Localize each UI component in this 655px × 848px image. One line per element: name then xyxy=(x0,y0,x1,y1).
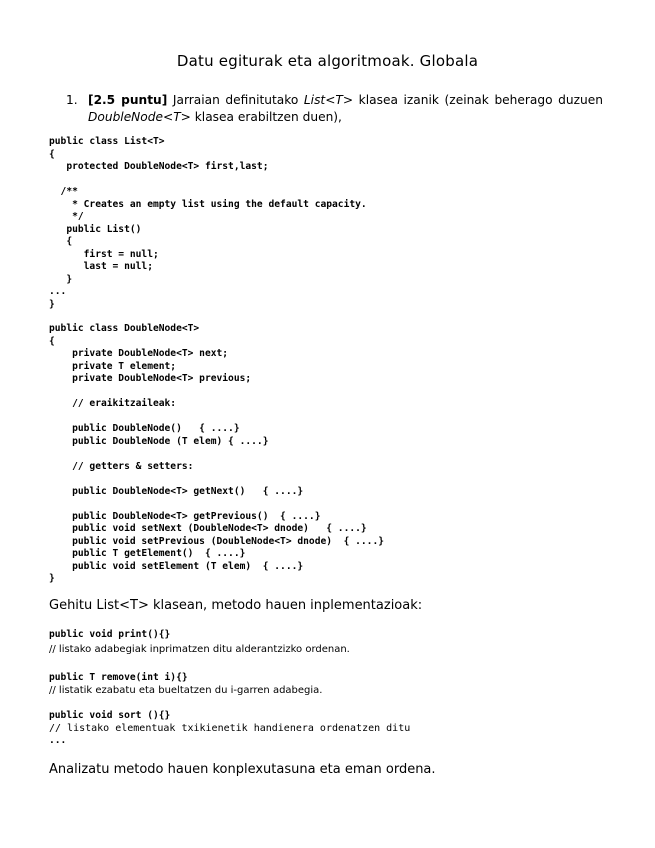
question-1 xyxy=(66,92,603,126)
question-number: 1. xyxy=(66,93,78,107)
question-points: [2.5 puntu] xyxy=(88,93,168,107)
method-print-comment: // listako adabegiak inprimatzen ditu alderantzizko ordenan. xyxy=(49,644,350,655)
class-name-doublenode: DoubleNode<T> xyxy=(88,110,191,124)
method-sort-signature: public void sort (){} xyxy=(49,710,171,721)
question-text-mid: klasea izanik (zeinak beherago duzuen xyxy=(353,93,603,107)
question-text-before: Jarraian definitutako xyxy=(167,93,304,107)
conclusion-text: Analizatu metodo hauen konplexutasuna eta eman ordena. xyxy=(49,762,436,777)
instruction-text: Gehitu List<T> klasean, metodo hauen inplementazioak: xyxy=(49,598,423,613)
method-remove-comment: // listatik ezabatu eta bueltatzen du i-garren adabegia. xyxy=(49,685,323,696)
method-print-signature: public void print(){} xyxy=(49,629,171,640)
class-name-list: List<T> xyxy=(303,93,354,107)
question-text-after: klasea erabiltzen duen), xyxy=(190,110,342,124)
method-remove-signature: public T remove(int i){} xyxy=(49,672,188,683)
code-block-list-class: public class List<T> { protected DoubleNode<T> first,last; /** * Creates an empty list using the default capacity. */ public List() { first = null; last = null; } ... } xyxy=(49,136,367,310)
question-text xyxy=(88,92,603,126)
method-sort-ellipsis: ... xyxy=(49,735,67,746)
document-title: Datu egiturak eta algoritmoak. Globala xyxy=(176,52,479,70)
code-block-doublenode-class: public class DoubleNode<T> { private DoubleNode<T> next; private T element; private DoubleNode<T> previous; // eraikitzaileak: public DoubleNode() { ....} public DoubleNode (T elem) { ....} // getters & setters: public DoubleNode<T> getNext() { ....} public DoubleNode<T> getPrevious() { ....} public void setNext (DoubleNode<T> dnode) { ....} public void setPrevious (DoubleNode<T> dnode) { ....} public T getElement() { ....} public void setElement (T elem) { ....} } xyxy=(49,323,385,584)
method-sort-comment: // listako elementuak txikienetik handienera ordenatzen ditu xyxy=(49,723,411,734)
